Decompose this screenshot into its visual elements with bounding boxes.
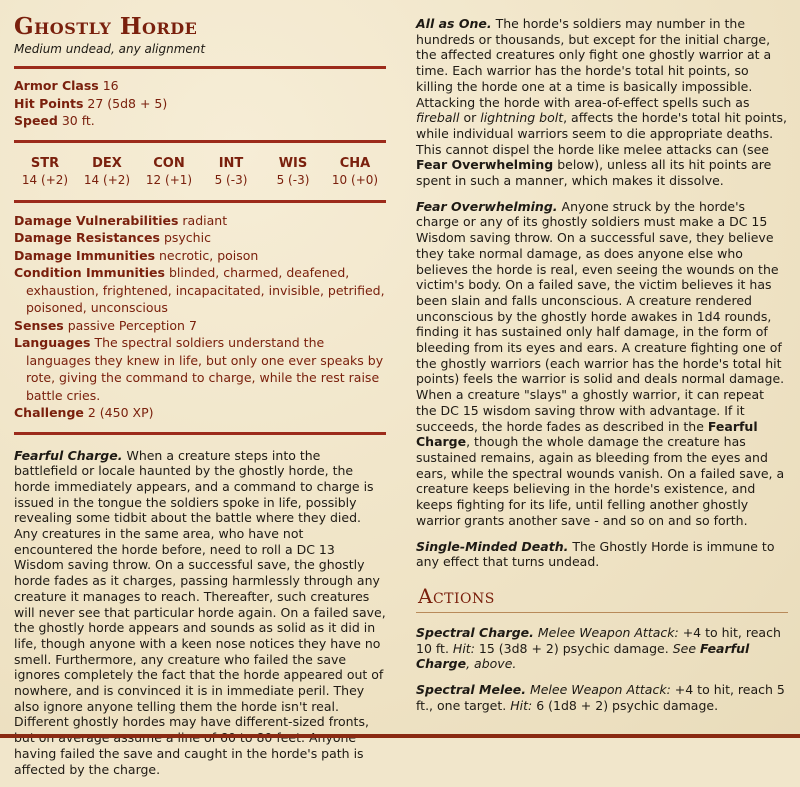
monster-meta: Medium undead, any alignment [14,42,206,56]
ability-name: CHA [339,155,371,171]
trait-single-minded-death [416,539,788,570]
prop-label: Senses [14,317,64,333]
spell-name: fireball [416,110,460,126]
trait-fear-overwhelming [416,199,788,529]
ability-con [139,155,199,188]
prop-value: necrotic, poison [159,247,259,263]
damage-vulnerabilities [14,212,386,230]
challenge [14,404,386,422]
trait-fearful-charge [14,448,386,778]
action-text: +4 to hit, reach 10 ft. [416,624,781,656]
senses [14,317,386,335]
divider [14,140,386,143]
prop-label: Damage Vulnerabilities [14,212,179,228]
action-text: +4 to hit, reach 5 ft., one target. [416,682,785,713]
trait-name: Fearful Charge. [14,447,123,463]
trait-text: , affects the horde's total hit points, while individual warriors seem to die appropriate deaths. This cannot dispel the horde like melee attacks can (see [416,110,787,157]
ability-value: 5 (-3) [276,172,310,187]
prop-label: Damage Resistances [14,230,160,245]
hit-points-label: Hit Points [14,95,84,111]
action-name: Spectral Melee. [416,682,526,698]
attack-type: Melee Weapon Attack: [537,624,679,640]
prop-value: The spectral soldiers understand the languages they knew in life, but only one ever speaks by rote, giving the command to charge, while the rest raise battle cries. [26,335,384,403]
trait-reference: Fearful Charge [416,418,758,450]
ability-name: INT [218,155,244,171]
trait-name: All as One. [416,16,492,31]
prop-value: 2 (450 XP) [87,405,154,420]
bottom-border [0,734,800,738]
action-name: Spectral Charge. [416,624,534,640]
armor-class-value: 16 [102,78,119,93]
ability-name: STR [30,155,60,171]
prop-label: Languages [14,335,91,350]
ability-wis [263,155,323,188]
ability-value: 12 (+1) [145,172,193,187]
ability-dex [77,155,137,188]
trait-text: Anyone struck by the horde's charge or any of its ghostly soldiers must make a DC 15 Wisdom saving throw. On a successful save, they believe they take normal damage, as does anyone else who believes the horde is real, even seeing the wounds on the victim's body. On a failed save, the victim believes it has been slain and falls unconscious. A creature rendered unconscious by the ghostly horde awakes in 1d4 rounds, finding it has sustained only half damage, in the form of bleeding from its eyes and ears. A creature fighting one of the ghostly warriors (each warrior has the horde's total hit points) feels the warrior is solid and deals normal damage. When a creature "slays" a ghostly warrior, it can repeat the DC 15 wisdom saving throw with advantage. If it succeeds, the horde fades as described in the [416,198,785,434]
trait-text: The Ghostly Horde is immune to any effect that turns undead. [416,538,775,570]
trait-reference: Fear Overwhelming [416,157,554,173]
speed [14,112,386,130]
hit-label: Hit: [452,640,475,656]
ability-name: DEX [92,155,122,171]
prop-value: blinded, charmed, deafened, exhaustion, frightened, incapacitated, invisible, petrified, poisoned, unconscious [26,265,385,315]
trait-text: , though the whole damage the creature has sustained remains, again as bleeding from the eyes and ears, while the spectral wounds vanish. On a failed save, a creature keeps believing in the horde's existence, and keeps fighting for its life, until felling another ghostly warrior grants another save - and so on and so forth. [416,434,785,528]
trait-text: When a creature steps into the battlefield or locale haunted by the ghostly horde, the horde immediately appears, and a command to charge is issued in the tongue the soldiers spoke in life, possibly revealing some tidbit about the battle where they died. Any creatures in the same area, who have not encountered the horde before, need to roll a DC 13 Wisdom saving throw. On a successful save, the ghostly horde fades as it charges, passing harmlessly through any creature it manages to reach. Thereafter, such creatures will never see that particular horde again. On a failed save, the ghostly horde appears and sounds as solid as it did in life, though anyone with a keen nose notices they have no smell. Furthermore, any creature who failed the save ignores completely the fact that the horde appeared out of nowhere, and is convinced it is in immediate peril. They also ignore anyone telling them the horde isn't real. Different ghostly hordes may have different-sized fronts, having failed the save and caught in the horde's path is affected by the charge. [14,447,386,777]
action-spectral-melee [416,682,788,713]
hit-points-value: 27 (5d8 + 5) [87,95,168,111]
trait-text: or [463,110,477,126]
action-text: 6 (1d8 + 2) psychic damage. [536,697,719,713]
prop-label: Damage Immunities [14,247,156,263]
ability-value: 5 (-3) [214,172,248,187]
divider [14,66,386,69]
ability-value: 14 (+2) [21,172,69,187]
trait-text: below), unless all its hit points are spent in such a manner, which makes it dissolve. [416,157,772,189]
trait-name: Fear Overwhelming. [416,198,558,214]
trait-name: Single-Minded Death. [416,538,569,554]
hit-points [14,95,386,113]
languages [14,334,386,404]
action-text: , above. [466,656,517,672]
ability-value: 10 (+0) [331,172,379,187]
ability-int [201,155,261,188]
trait-all-as-one [416,16,788,189]
armor-class-label: Armor Class [14,78,99,93]
right-column [416,14,788,723]
action-text: 15 (3d8 + 2) psychic damage. [478,640,669,656]
action-reference: Fearful Charge [416,640,750,672]
ability-scores [14,155,386,188]
prop-label: Challenge [14,405,84,420]
divider [14,200,386,203]
prop-value: passive Perception 7 [67,317,197,333]
monster-name: Ghostly Horde [14,13,198,40]
trait-text: The horde's soldiers may number in the hundreds or thousands, but except for the initial charge, the affected creatures only fight one ghostly warrior at a time. Each warrior has the horde's total hit points, so killing the horde one at a time is basically impossible. Attacking the horde with area-of-effect spells such as [416,16,772,110]
actions-heading: Actions [418,583,495,608]
divider [14,432,386,435]
speed-label: Speed [14,113,58,128]
speed-value: 30 ft. [61,113,95,128]
armor-class [14,77,386,95]
spell-name: lightning bolt [480,110,564,126]
prop-value: psychic [163,230,211,245]
ability-name: WIS [278,155,308,171]
see-label: See [672,640,697,656]
ability-str [15,155,75,188]
left-column [14,14,386,787]
ability-value: 14 (+2) [83,172,131,187]
attack-type: Melee Weapon Attack: [529,682,671,698]
ability-cha [325,155,385,188]
damage-immunities [14,247,386,265]
hit-label: Hit: [510,697,533,713]
prop-label: Condition Immunities [14,265,165,280]
prop-value: radiant [182,212,228,228]
damage-resistances [14,229,386,247]
ability-name: CON [153,155,185,171]
action-spectral-charge [416,625,788,672]
condition-immunities [14,264,386,317]
actions-divider [416,612,788,613]
